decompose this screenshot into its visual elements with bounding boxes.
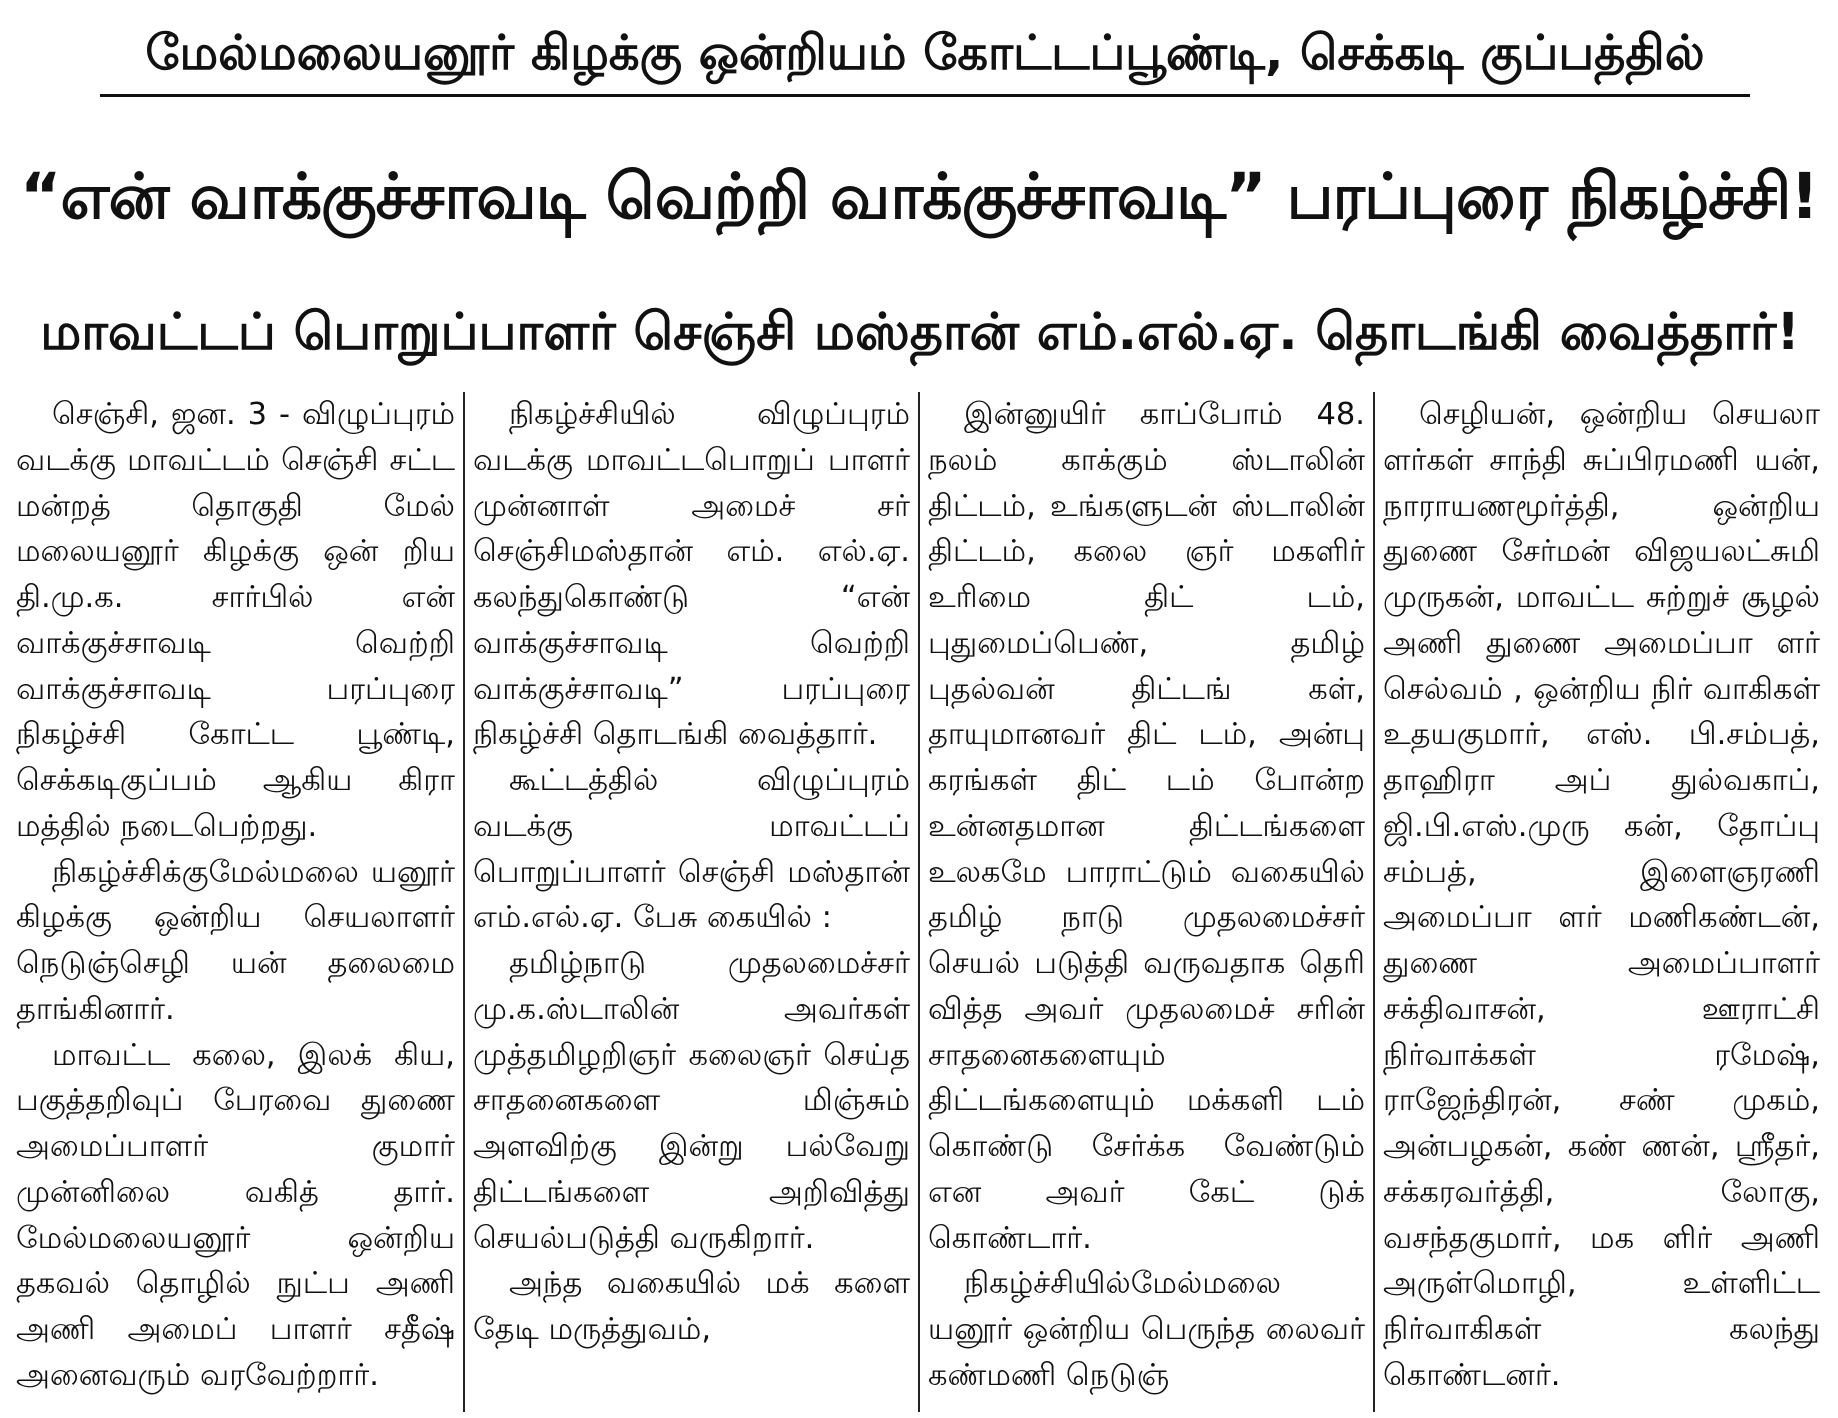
article-column-3 [918,392,1373,1412]
paragraph: நிகழ்ச்சியில்மேல்மலை யனூர் ஒன்றிய பெருந்த லைவர் கண்மணி நெடுஞ் [928,1266,1365,1393]
article-column-2 [463,392,918,1412]
paragraph: நிகழ்ச்சியில் விழுப்புரம் வடக்கு மாவட்டபொறுப் பாளர் முன்னாள் அமைச் சர் செஞ்சிமஸ்தான் எம். எல்.ஏ. கலந்துகொண்டு “என் வாக்குச்சாவடி வெற்றி வாக்குச்சாவடி” பரப்புரை நிகழ்ச்சி தொடங்கி வைத்தார். [473,397,910,753]
sub-headline: மாவட்டப் பொறுப்பாளர் செஞ்சி மஸ்தான் எம்.எல்.ஏ. தொடங்கி வைத்தார்! [40,303,1800,362]
kicker-headline: மேல்மலையனூர் கிழக்கு ஒன்றியம் கோட்டப்பூண்டி, செக்கடி குப்பத்தில் [100,16,1750,97]
paragraph: கூட்டத்தில் விழுப்புரம் வடக்கு மாவட்டப் பொறுப்பாளர் செஞ்சி மஸ்தான் எம்.எல்.ஏ. பேசு கையில் : [473,763,910,936]
paragraph: நிகழ்ச்சிக்குமேல்மலை யனூர் கிழக்கு ஒன்றிய செயலாளர் நெடுஞ்செழி யன் தலைமை தாங்கினார். [16,854,455,1027]
paragraph: மாவட்ட கலை, இலக் கிய, பகுத்தறிவுப் பேரவை துணை அமைப்பாளர் குமார் முன்னிலை வகித் தார். மேல்மலையனூர் ஒன்றிய தகவல் தொழில் நுட்ப அணி அணி அமைப் பாளர் சதீஷ் அனைவரும் வரவேற்றார். [16,1037,455,1393]
paragraph: தமிழ்நாடு முதலமைச்சர் மு.க.ஸ்டாலின் அவர்கள் முத்தமிழறிஞர் கலைஞர் செய்த சாதனைகளை மிஞ்சும் அளவிற்கு இன்று பல்வேறு திட்டங்களை அறிவித்து செயல்படுத்தி வருகிறார். [473,946,910,1256]
paragraph: செஞ்சி, ஜன. 3 - விழுப்புரம் வடக்கு மாவட்டம் செஞ்சி சட்ட மன்றத் தொகுதி மேல் மலையனூர் கிழக்கு ஒன் றிய தி.மு.க. சார்பில் என் வாக்குச்சாவடி வெற்றி வாக்குச்சாவடி பரப்புரை நிகழ்ச்சி கோட்ட பூண்டி, செக்கடிகுப்பம் ஆகிய கிரா மத்தில் நடைபெற்றது. [16,397,455,844]
main-headline: “என் வாக்குச்சாவடி வெற்றி வாக்குச்சாவடி” பரப்புரை நிகழ்ச்சி! [19,160,1819,233]
paragraph: செழியன், ஒன்றிய செயலா ளர்கள் சாந்தி சுப்பிரமணி யன், நாராயணமூர்த்தி, ஒன்றிய துணை சேர்மன் விஜயலட்சுமி முருகன், மாவட்ட சுற்றுச் சூழல் அணி துணை அமைப்பா ளர் செல்வம் , ஒன்றிய நிர் வாகிகள் உதயகுமார், எஸ். பி.சம்பத், தாஹிரா அப் துல்வகாப், ஜி.பி.எஸ்.முரு கன், தோப்பு சம்பத், இளைஞரணி அமைப்பா ளர் மணிகண்டன், துணை அமைப்பாளர் சக்திவாசன், ஊராட்சி நிர்வாக்கள் ரமேஷ், ராஜேந்திரன், சண் முகம், அன்பழகன், கண் ணன், ஸ்ரீதர், சக்கரவர்த்தி, லோகு, வசந்தகுமார், மக ளிர் அணி அருள்மொழி, உள்ளிட்ட நிர்வாகிகள் கலந்து கொண்டனர். [1383,397,1820,1393]
paragraph: அந்த வகையில் மக் களை தேடி மருத்துவம், [473,1266,910,1347]
article-column-4 [1373,392,1828,1412]
article-column-1 [8,392,463,1412]
article-body [8,392,1830,1412]
paragraph: இன்னுயிர் காப்போம் 48. நலம் காக்கும் ஸ்டாலின் திட்டம், உங்களுடன் ஸ்டாலின் திட்டம், கலை ஞர் மகளிர் உரிமை திட் டம், புதுமைப்பெண், தமிழ் புதல்வன் திட்டங் கள், தாயுமானவர் திட் டம், அன்பு கரங்கள் திட் டம் போன்ற உன்னதமான திட்டங்களை உலகமே பாராட்டும் வகையில் தமிழ் நாடு முதலமைச்சர் செயல் படுத்தி வருவதாக தெரி வித்த அவர் முதலமைச் சரின் சாதனைகளையும் திட்டங்களையும் மக்களி டம் கொண்டு சேர்க்க வேண்டும் என அவர் கேட் டுக் கொண்டார். [928,397,1365,1256]
